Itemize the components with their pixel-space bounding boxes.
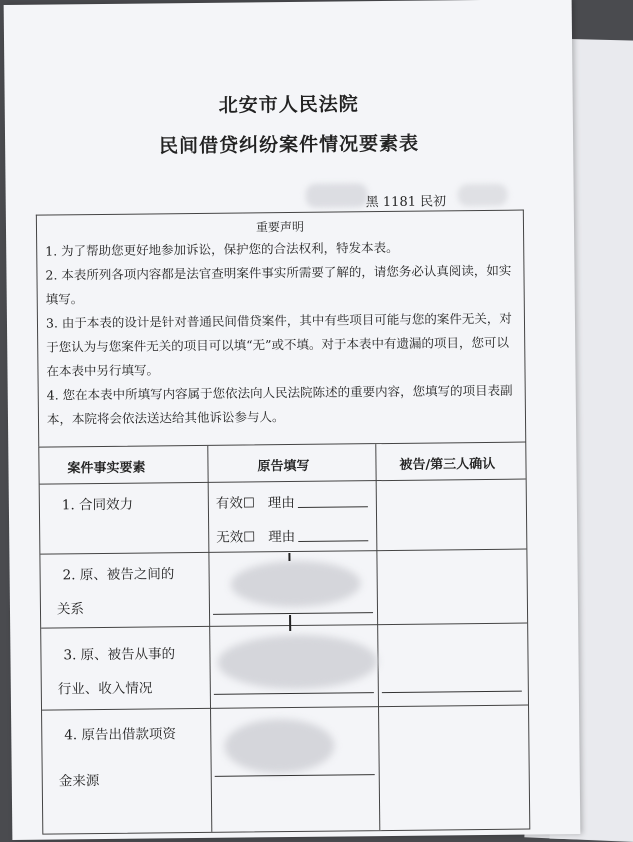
relationship-fill-line[interactable]: [213, 612, 373, 615]
table-divider: [41, 623, 527, 629]
row-relationship-label-cont: 关系: [56, 601, 85, 618]
row-fund-source-label: 4. 原告出借款项资: [64, 726, 177, 744]
header-element: 案件事实要素: [67, 460, 146, 477]
table-divider: [375, 444, 380, 830]
industry-defendant-line[interactable]: [382, 691, 522, 693]
form-sheet: [4, 0, 581, 840]
industry-fill-line[interactable]: [214, 692, 374, 695]
reason-label: 理由: [268, 528, 296, 546]
reason-label: 理由: [267, 494, 295, 512]
row-relationship-label: 2. 原、被告之间的: [62, 566, 175, 584]
row-contract-validity-label: 1. 合同效力: [61, 496, 134, 514]
redaction-blur: [230, 560, 360, 607]
form-title: 民间借贷纠纷案件情况要素表: [159, 132, 420, 158]
reason-invalid-line[interactable]: [298, 540, 368, 542]
row-industry-label-cont: 行业、收入情况: [57, 680, 153, 698]
row-industry-label: 3. 原、被告从事的: [63, 646, 176, 664]
pen-mark: [288, 553, 290, 561]
table-divider: [40, 479, 526, 485]
header-defendant: 被告/第三人确认: [399, 456, 496, 473]
notice-title: 重要声明: [255, 219, 305, 235]
notice-paragraph: 4. 您在本表中所填写内容属于您依法向人民法院陈述的重要内容，您填写的项目表副本，本院将会依法送达给其他诉讼参与人。: [46, 382, 513, 427]
table-divider: [207, 446, 212, 832]
redaction-blur: [217, 634, 378, 690]
invalid-checkbox[interactable]: 无效☐: [216, 529, 256, 546]
header-plaintiff: 原告填写: [257, 458, 310, 475]
facts-table: [38, 442, 530, 835]
redaction-blur: [458, 184, 508, 207]
reason-valid-line[interactable]: [298, 506, 368, 508]
notice-paragraph: 2. 本表所列各项内容都是法官查明案件事实所需要了解的，请您务必认真阅读，如实填写。: [45, 262, 512, 307]
notice-paragraph: 1. 为了帮助您更好地参加诉讼，保护您的合法权利，特发本表。: [45, 239, 399, 259]
notice-paragraph: 3. 由于本表的设计是针对普通民间借贷案件，其中有些项目可能与您的案件无关，对于您认为与您案件无关的项目可以填“无”或不填。对于本表中有遗漏的项目，您可以在本表中另行填写。: [45, 310, 512, 379]
case-number: 黑 1181 民初: [365, 194, 447, 211]
court-name: 北安市人民法院: [218, 93, 359, 117]
fund-source-fill-line[interactable]: [215, 774, 375, 777]
redaction-blur: [306, 183, 368, 208]
row-fund-source-label-cont: 金来源: [58, 773, 100, 790]
table-divider: [40, 549, 526, 555]
table-divider: [42, 705, 528, 711]
pen-mark: [289, 615, 291, 631]
redaction-blur: [224, 719, 335, 774]
important-notice: [36, 210, 526, 447]
valid-checkbox[interactable]: 有效☐: [215, 495, 256, 512]
